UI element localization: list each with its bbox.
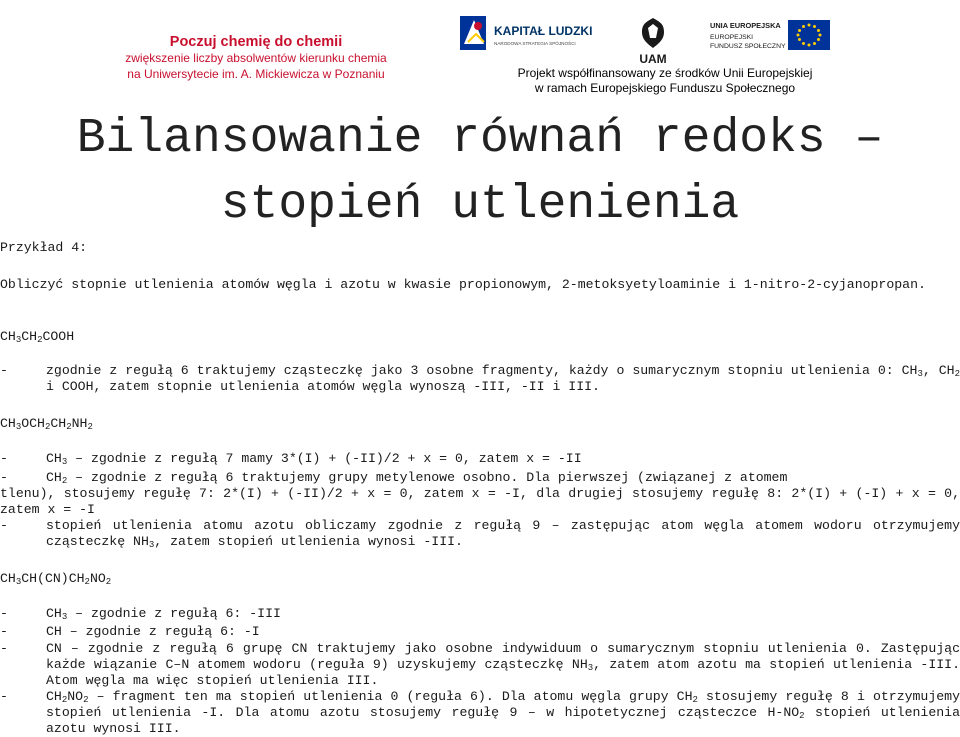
header-cofinancing — [500, 66, 830, 96]
compound-2-item-2: - $CH_2$ – zgodnie z regułą 6 traktujemy grupy metylenowe osobno. Dla pierwszej (związanej z atomem tlenu), stosujemy regułę 7: 2*(I) + (-II)/2 + x = 0, zatem x = -I, dla drugiej stosujemy regułę 8: 2*(I) + (-I) + x = 0, zatem x = -I — [0, 470, 960, 517]
header-project-line-1: Projekt współfinansowany ze środków Unii Europejskiej — [517, 66, 813, 80]
logo-kl-sub: NARODOWA STRATEGIA SPÓJNOŚCI — [494, 41, 576, 46]
compound-3-formula: $CH_3CH(CN)CH_2NO_2$ — [0, 571, 112, 587]
task-line: Obliczyć stopnie utlenienia atomów węgla i azotu w kwasie propionowym, 2-metoksyetyloaminie i 1-nitro-2-cyjanopropan. — [0, 277, 926, 292]
compound-2-formula: $CH_3OCH_2CH_2NH_2$ — [0, 416, 93, 432]
header-subtitle-1: zwiększenie liczby absolwentów kierunku chemia — [125, 51, 387, 65]
compound-1-item-1: - zgodnie z regułą 6 traktujemy cząsteczkę jako 3 osobne fragmenty, każdy o sumarycznym stopniu utlenienia 0: $CH_3$, $CH_2$ i COOH, zatem stopnie utlenienia atomów węgla wynoszą -III, -II i III. — [0, 363, 960, 394]
compound-1-formula: $CH_3CH_2COOH$ — [0, 329, 75, 345]
page-title-line-1: Bilansowanie równań redoks – — [76, 112, 884, 166]
page-title-line-2: stopień utlenienia — [220, 178, 740, 232]
bullet: - — [0, 689, 8, 704]
compound-3-item-2 — [0, 624, 960, 640]
uam-logo — [630, 14, 676, 68]
bullet: - — [0, 641, 8, 656]
eu-social-fund-logo — [708, 18, 832, 56]
bullet: - — [0, 518, 8, 533]
bullet: - — [0, 624, 8, 639]
kapital-ludzki-logo — [454, 4, 604, 66]
compound-3-item-3: - CN – zgodnie z regułą 6 grupę CN traktujemy jako osobne indywiduum o sumarycznym stopniu utlenienia 0. Zastępując każde wiązanie C–N atomem wodoru (reguła 9) uzyskujemy cząsteczkę $NH_3$, zatem atom azotu ma stopień utlenienia -III. Atom węgla ma więc stopień utlenienia III. — [0, 641, 960, 688]
logo-uam-text: UAM — [639, 52, 667, 66]
compound-3-item-2-text: CH – zgodnie z regułą 6: -I — [46, 624, 260, 639]
header-title: Poczuj chemię do chemii — [169, 34, 343, 50]
header-project-name — [96, 34, 416, 82]
logo-ue-line-1: UNIA EUROPEJSKA — [710, 21, 781, 30]
compound-3-item-4: - $CH_2NO_2$ – fragment ten ma stopień utlenienia 0 (reguła 6). Dla atomu węgla grupy $CH_2$ stosujemy regułę 8 i otrzymujemy stopień utlenienia -I. Dla atomu azotu stosujemy regułę 9 – w hipotetycznej cząsteczce $H-NO_2$ stopień utlenienia azotu wynosi III. — [0, 689, 960, 736]
task-text — [0, 277, 950, 293]
example-label: Przykład 4: — [0, 240, 88, 255]
compound-3-item-1: - $CH_3$ – zgodnie z regułą 6: -III — [0, 606, 281, 622]
header-subtitle-2: na Uniwersytecie im. A. Mickiewicza w Poznaniu — [127, 67, 385, 81]
bullet: - — [0, 470, 8, 485]
logo-kl-title: KAPITAŁ LUDZKI — [494, 24, 593, 38]
logo-ue-line-2: EUROPEJSKI — [710, 34, 754, 41]
bullet: - — [0, 363, 8, 378]
compound-2-item-3: - stopień utlenienia atomu azotu obliczamy zgodnie z regułą 9 – zastępując atom węgla atomem wodoru otrzymujemy cząsteczkę $NH_3$, zatem stopień utlenienia wynosi -III. — [0, 518, 960, 550]
logo-ue-line-3: FUNDUSZ SPOŁECZNY — [710, 43, 786, 50]
bullet: - — [0, 451, 8, 466]
compound-2-item-1: - $CH_3$ – zgodnie z regułą 7 mamy 3*(I) + (-II)/2 + x = 0, zatem x = -II — [0, 451, 582, 467]
bullet: - — [0, 606, 8, 621]
header-project-line-2: w ramach Europejskiego Funduszu Społecznego — [534, 81, 796, 95]
